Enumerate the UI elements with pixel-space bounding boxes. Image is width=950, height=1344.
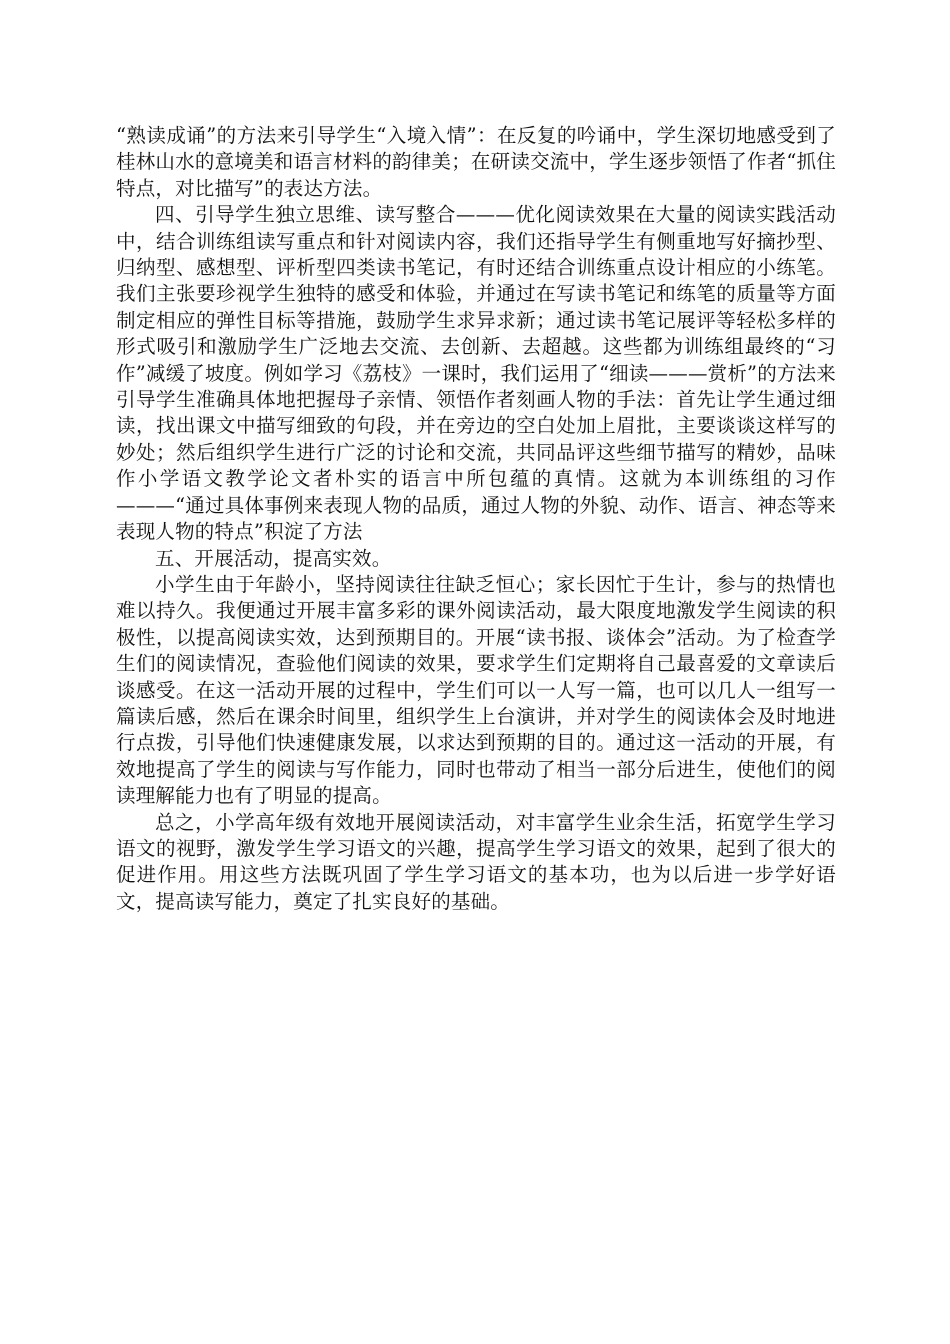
paragraph-conclusion: 总之，小学高年级有效地开展阅读活动，对丰富学生业余生活，拓宽学生学习语文的视野，激发学生学习语文的兴趣，提高学生学习语文的效果，起到了很大的促进作用。用这些方法既巩固了学生学习语文的基本功，也为以后进一步学好语文，提高读写能力，奠定了扎实良好的基础。 xyxy=(116,810,836,913)
paragraph-section-four: 四、引导学生独立思维、读写整合———优化阅读效果在大量的阅读实践活动中，结合训练组读写重点和针对阅读内容，我们还指导学生有侧重地写好摘抄型、归纳型、感想型、评析型四类读书笔记，有时还结合训练重点设计相应的小练笔。我们主张要珍视学生独特的感受和体验，并通过在写读书笔记和练笔的质量等方面制定相应的弹性目标等措施，鼓励学生求异求新；通过读书笔记展评等轻松多样的形式吸引和激励学生广泛地去交流、去创新、去超越。这些都为训练组最终的“习作”减缓了坡度。例如学习《荔枝》一课时，我们运用了“细读———赏析”的方法来引导学生准确具体地把握母子亲情、领悟作者刻画人物的手法：首先让学生通过细读，找出课文中描写细致的句段，并在旁边的空白处加上眉批，主要谈谈这样写的妙处；然后组织学生进行广泛的讨论和交流，共同品评这些细节描写的精妙，品味作小学语文教学论文者朴实的语言中所包蕴的真情。这就为本训练组的习作———“通过具体事例来表现人物的品质，通过人物的外貌、动作、语言、神态等来表现人物的特点”积淀了方法 xyxy=(116,203,837,544)
paragraph-continuation: “熟读成诵”的方法来引导学生“入境入情”：在反复的吟诵中，学生深切地感受到了桂林山水的意境美和语言材料的韵律美；在研读交流中，学生逐步领悟了作者“抓住特点，对比描写”的表达方法。 xyxy=(116,124,836,200)
heading-section-five: 五、开展活动，提高实效。 xyxy=(155,546,392,570)
document-body xyxy=(116,123,836,915)
paragraph-activities: 小学生由于年龄小，坚持阅读往往缺乏恒心；家长因忙于生计，参与的热情也难以持久。我便通过开展丰富多彩的课外阅读活动，最大限度地激发学生阅读的积极性，以提高阅读实效，达到预期目的。开展“读书报、谈体会”活动。为了检查学生们的阅读情况，查验他们阅读的效果，要求学生们定期将自己最喜爱的文章读后谈感受。在这一活动开展的过程中，学生们可以一人写一篇，也可以几人一组写一篇读后感，然后在课余时间里，组织学生上台演讲，并对学生的阅读体会及时地进行点拨，引导他们快速健康发展，以求达到预期的目的。通过这一活动的开展，有效地提高了学生的阅读与写作能力，同时也带动了相当一部分后进生，使他们的阅读理解能力也有了明显的提高。 xyxy=(116,572,836,808)
